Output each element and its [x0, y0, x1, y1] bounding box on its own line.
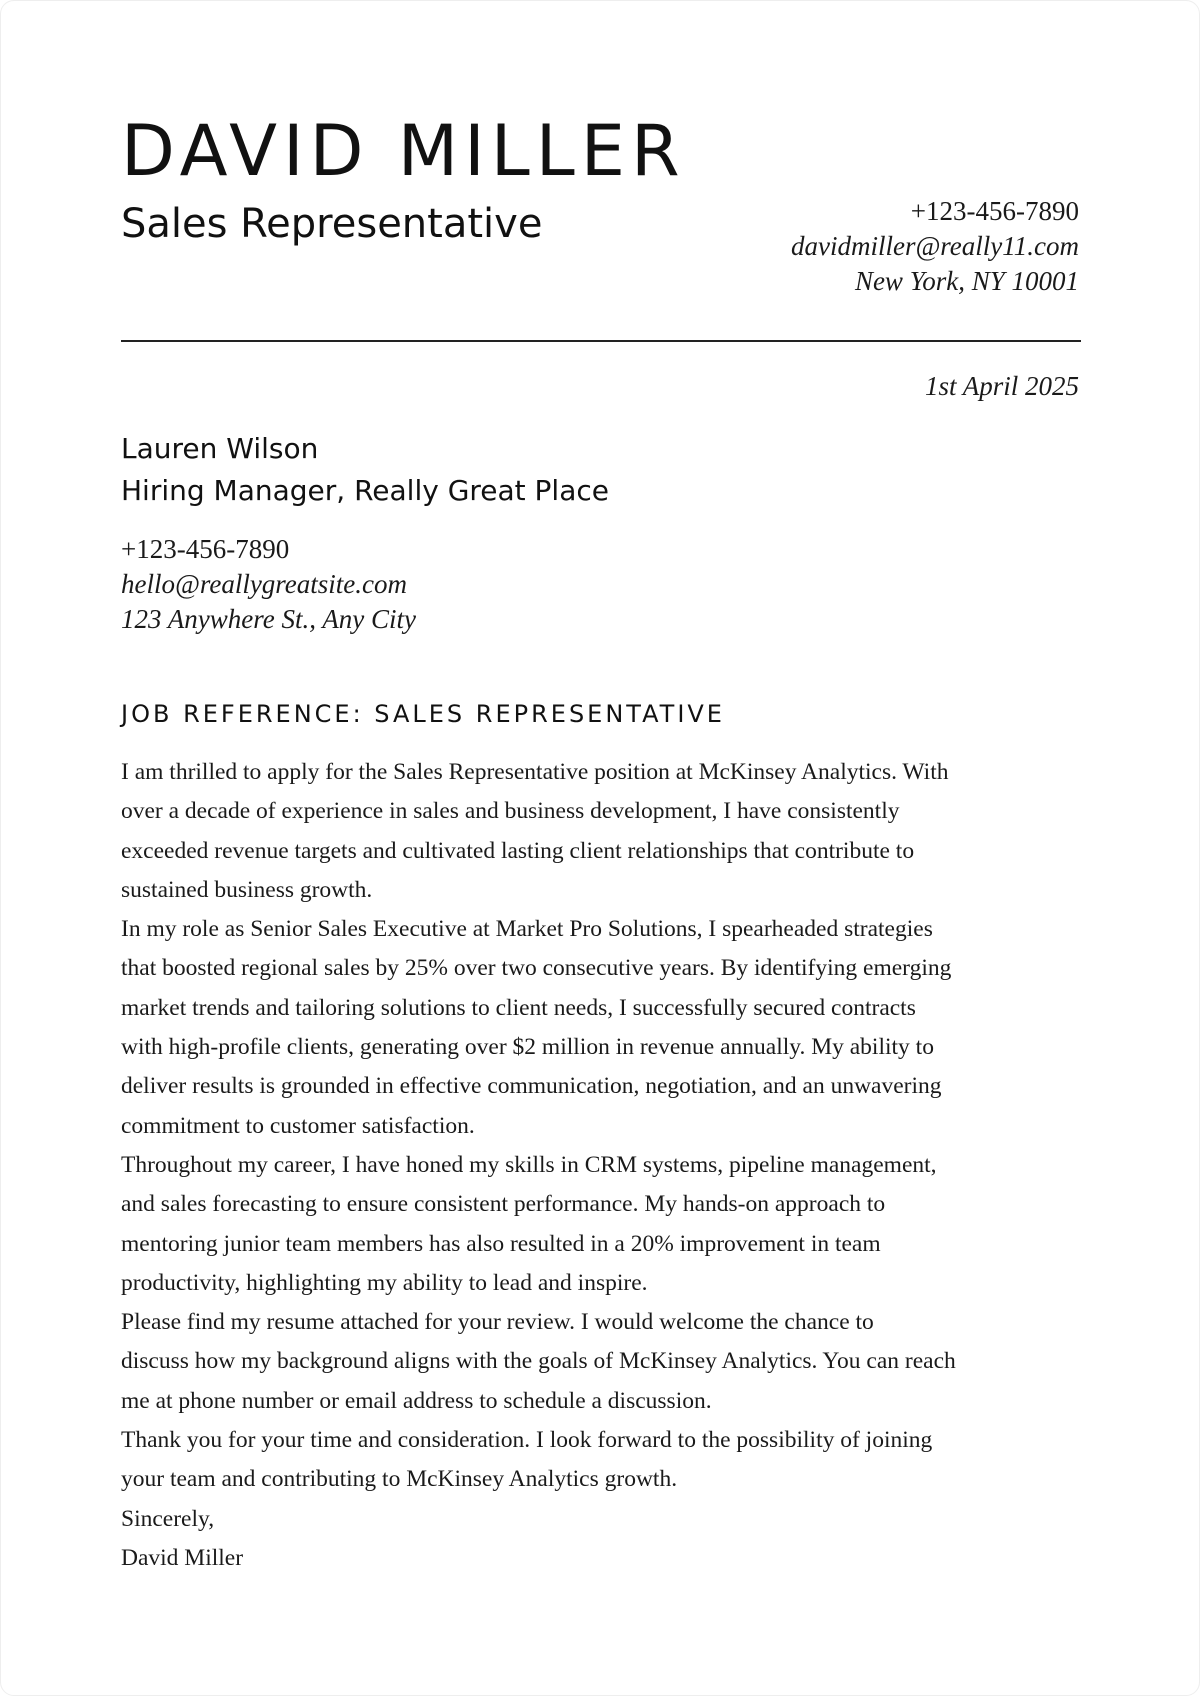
letter-paragraph [121, 1303, 1091, 1421]
letter-closing [121, 1500, 1091, 1579]
sender-contact [791, 194, 1079, 299]
paragraph-line: your team and contributing to McKinsey Analytics growth. [121, 1466, 678, 1493]
paragraph-line: commitment to customer satisfaction. [121, 1112, 475, 1139]
header-divider [121, 340, 1081, 342]
sender-phone: +123-456-7890 [910, 196, 1079, 226]
letter-paragraph [121, 753, 1091, 910]
job-reference-heading: JOB REFERENCE: SALES REPRESENTATIVE [121, 700, 725, 728]
paragraph-line: I am thrilled to apply for the Sales Representative position at McKinsey Analytics. With [121, 759, 949, 785]
closing-line: Sincerely, [121, 1505, 215, 1532]
recipient-block [121, 428, 609, 512]
paragraph-line: and sales forecasting to ensure consistent performance. My hands-on approach to [121, 1191, 886, 1218]
letter-paragraph [121, 910, 1091, 1146]
letter-paragraph [121, 1146, 1091, 1303]
paragraph-line: sustained business growth. [121, 876, 373, 903]
paragraph-line: that boosted regional sales by 25% over two consecutive years. By identifying emerging [121, 955, 952, 982]
applicant-name: DAVID MILLER [121, 110, 686, 192]
paragraph-line: market trends and tailoring solutions to client needs, I successfully secured contracts [121, 994, 916, 1021]
paragraph-line: Thank you for your time and consideration. I look forward to the possibility of joining [121, 1427, 933, 1454]
paragraph-line: me at phone number or email address to schedule a discussion. [121, 1387, 712, 1414]
letter-date: 1st April 2025 [924, 371, 1079, 401]
letter-paragraph [121, 1421, 1091, 1500]
paragraph-line: with high-profile clients, generating over $2 million in revenue annually. My ability to [121, 1034, 934, 1061]
paragraph-line: Throughout my career, I have honed my skills in CRM systems, pipeline management, [121, 1151, 937, 1178]
sender-address: New York, NY 10001 [854, 266, 1079, 296]
paragraph-line: Please find my resume attached for your review. I would welcome the chance to [121, 1309, 874, 1336]
applicant-title: Sales Representative [121, 201, 543, 247]
recipient-position: Hiring Manager, Really Great Place [121, 474, 609, 507]
paragraph-line: In my role as Senior Sales Executive at Market Pro Solutions, I spearheaded strategies [121, 916, 933, 943]
paragraph-line: exceeded revenue targets and cultivated lasting client relationships that contribute to [121, 837, 915, 864]
recipient-name: Lauren Wilson [121, 432, 319, 465]
paragraph-line: discuss how my background aligns with the goals of McKinsey Analytics. You can reach [121, 1348, 956, 1375]
paragraph-line: over a decade of experience in sales and business development, I have consistently [121, 798, 900, 825]
sender-email: davidmiller@really11.com [790, 231, 1079, 261]
recipient-phone: +123-456-7890 [121, 534, 290, 564]
recipient-contact [121, 532, 416, 637]
signature-name: David Miller [121, 1544, 244, 1571]
paragraph-line: deliver results is grounded in effective communication, negotiation, and an unwavering [121, 1073, 942, 1100]
recipient-address: 123 Anywhere St., Any City [121, 604, 416, 634]
paragraph-line: productivity, highlighting my ability to lead and inspire. [121, 1269, 648, 1296]
letter-body [121, 753, 1091, 1578]
paragraph-line: mentoring junior team members has also resulted in a 20% improvement in team [121, 1230, 881, 1257]
recipient-email: hello@reallygreatsite.com [121, 569, 408, 599]
